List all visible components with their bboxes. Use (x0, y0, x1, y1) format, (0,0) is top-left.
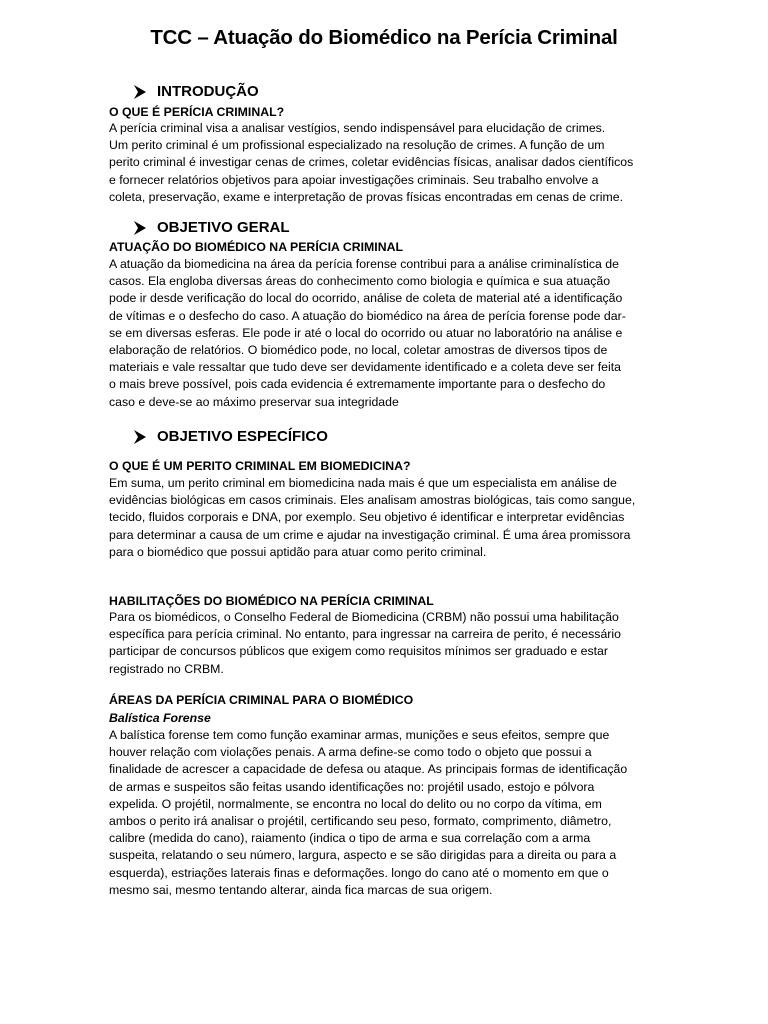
paragraph-forensic-ballistics (109, 727, 664, 899)
paragraph-line: pode ir desde verificação do local do ocorrido, análise de coleta de material até a identificação (109, 291, 623, 306)
paragraph-general-objective (109, 256, 664, 411)
arrow-bullet-icon (133, 220, 147, 236)
paragraph-line: finalidade de acrescer a capacidade de defesa ou ataque. As principais formas de identificação (109, 762, 628, 777)
paragraph-line: de vítimas e o desfecho do caso. A atuação do biomédico na área de perícia forense pode dar- (109, 308, 626, 323)
paragraph-line: casos. Ela engloba diversas áreas do conhecimento como biologia e química e sua atuação (109, 274, 611, 289)
paragraph-qualifications (109, 609, 664, 678)
paragraph-line: houver relação com violações penais. A arma define-se como todo o objeto que possui a (109, 745, 592, 760)
paragraph-line: específica para perícia criminal. No entanto, para ingressar na carreira de perito, é necessário (109, 627, 621, 642)
paragraph-line: caso e deve-se ao máximo preservar sua integridade (109, 394, 399, 409)
paragraph-introduction (109, 120, 664, 206)
paragraph-line: Para os biomédicos, o Conselho Federal de Biomedicina (CRBM) não possui uma habilitação (109, 610, 619, 624)
paragraph-line: calibre (medida do cano), raiamento (indica o tipo de arma e sua correlação com a arma (109, 831, 591, 846)
subheading-forensic-biomedic: O QUE É UM PERITO CRIMINAL EM BIOMEDICINA? (109, 459, 411, 473)
paragraph-line: Em suma, um perito criminal em biomedicina nada mais é que um especialista em análise de (109, 476, 617, 490)
section-heading-label: INTRODUÇÃO (157, 83, 259, 100)
subheading-qualifications: HABILITAÇÕES DO BIOMÉDICO NA PERÍCIA CRIMINAL (109, 594, 434, 608)
paragraph-line: se em diversas esferas. Ele pode ir até o local do ocorrido ou atuar no laboratório na análise e (109, 325, 623, 340)
paragraph-line: expelida. O projétil, normalmente, se encontra no local do delito ou no corpo da vítima, em (109, 796, 602, 811)
subheading-what-is-forensics: O QUE É PERÍCIA CRIMINAL? (109, 105, 285, 119)
subheading-forensic-ballistics: Balística Forense (109, 711, 211, 725)
paragraph-line: A atuação da biomedicina na área da perícia forense contribui para a análise criminalística de (109, 257, 619, 271)
arrow-bullet-icon (133, 429, 147, 445)
section-heading-label: OBJETIVO ESPECÍFICO (157, 428, 328, 445)
paragraph-line: coleta, preservação, exame e interpretação de provas físicas encontradas em cenas de crime. (109, 189, 624, 204)
paragraph-line: tecido, fluidos corporais e DNA, por exemplo. Seu objetivo é identificar e interpretar evidências (109, 510, 625, 525)
section-heading-specific-objective (133, 427, 328, 447)
paragraph-line: registrado no CRBM. (109, 661, 224, 676)
paragraph-line: suspeita, relatando o seu número, largura, aspecto e se são dirigidas para a direita ou para a (109, 848, 617, 863)
paragraph-line: ambos o perito irá analisar o projétil, certificando seu peso, formato, comprimento, diâmetro, (109, 814, 612, 829)
paragraph-line: elaboração de relatórios. O biomédico pode, no local, coletar amostras de diversos tipos de (109, 343, 608, 358)
paragraph-line: participar de concursos públicos que exigem como requisitos mínimos ser graduado e estar (109, 644, 608, 659)
paragraph-line: e fornecer relatórios objetivos para apoiar investigações criminais. Seu trabalho envolve a (109, 172, 599, 187)
paragraph-line: A perícia criminal visa a analisar vestígios, sendo indispensável para elucidação de crimes. (109, 121, 606, 135)
section-heading-introduction (133, 82, 259, 102)
section-heading-general-objective (133, 218, 290, 238)
paragraph-specific-objective (109, 475, 664, 561)
paragraph-line: Um perito criminal é um profissional especializado na resolução de crimes. A função de um (109, 138, 605, 153)
paragraph-line: materiais e vale ressaltar que tudo deve ser devidamente identificado e a coleta deve ser feita (109, 360, 621, 375)
paragraph-line: A balística forense tem como função examinar armas, munições e seus efeitos, sempre que (109, 728, 610, 742)
document-title: TCC – Atuação do Biomédico na Perícia Criminal (150, 26, 618, 49)
paragraph-line: o mais breve possível, pois cada evidencia é extremamente importante para o desfecho do (109, 377, 606, 392)
paragraph-line: mesmo sai, mesmo tentando alterar, ainda fica marcas de sua origem. (109, 882, 493, 897)
paragraph-line: perito criminal é investigar cenas de crimes, coletar evidências físicas, analisar dados científicos (109, 155, 634, 170)
arrow-bullet-icon (133, 84, 147, 100)
section-heading-label: OBJETIVO GERAL (157, 219, 290, 236)
paragraph-line: esquerda), estriações laterais finas e deformações. longo do cano até o momento em que o (109, 865, 609, 880)
paragraph-line: evidências biológicas em casos criminais. Eles analisam amostras biológicas, tais como sangue, (109, 493, 636, 508)
subheading-biomedic-role: ATUAÇÃO DO BIOMÉDICO NA PERÍCIA CRIMINAL (109, 240, 403, 254)
paragraph-line: de armas e suspeitos são feitas usando identificações no: projétil usado, estojo e pólvora (109, 779, 595, 794)
paragraph-line: para o biomédico que possui aptidão para atuar como perito criminal. (109, 544, 487, 559)
subheading-areas: ÁREAS DA PERÍCIA CRIMINAL PARA O BIOMÉDICO (109, 693, 414, 707)
paragraph-line: para determinar a causa de um crime e ajudar na investigação criminal. É uma área promissora (109, 527, 631, 542)
